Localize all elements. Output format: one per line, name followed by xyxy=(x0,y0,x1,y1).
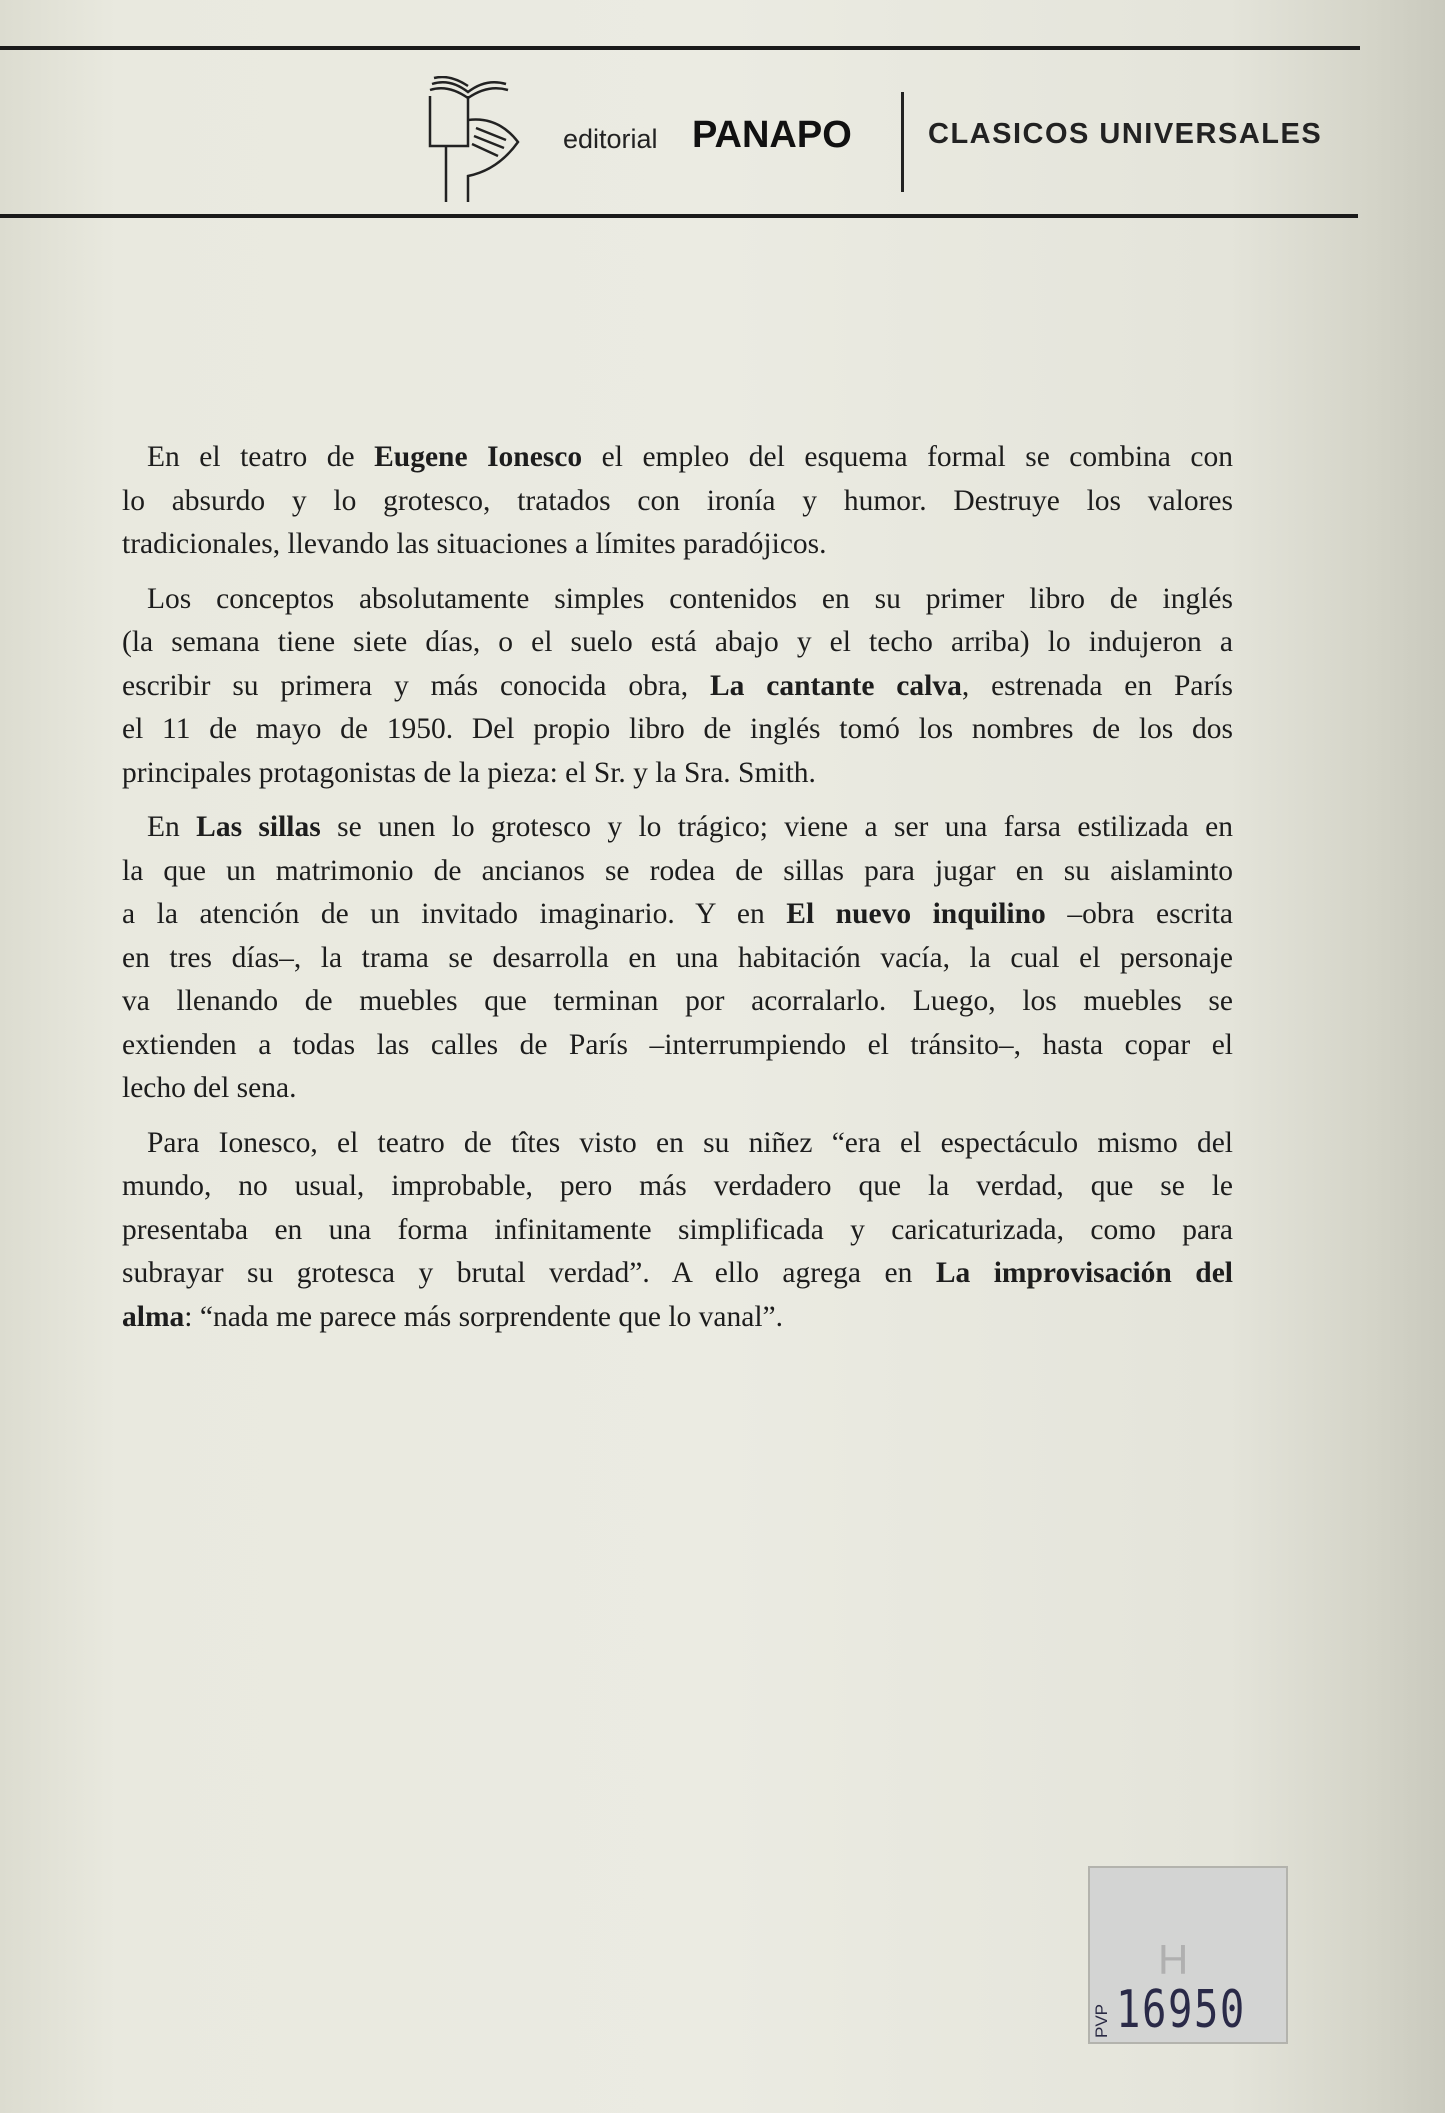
text-line xyxy=(122,1067,1233,1111)
text-segment: a la atención de un invitado imaginario. Y en xyxy=(122,898,787,930)
text-segment: se unen lo grotesco y lo trágico; viene a ser una farsa estilizada en xyxy=(320,811,1233,843)
text-segment: Para Ionesco, el teatro de tîtes visto en su niñez “era el espectáculo mismo del xyxy=(147,1126,1233,1159)
price-label: PVP xyxy=(1092,2003,1111,2038)
text-segment: el 11 de mayo de 1950. Del propio libro de inglés tomó los nombres de los dos xyxy=(122,713,1233,745)
text-segment: En xyxy=(147,811,197,843)
text-segment: principales protagonistas de la pieza: el Sr. y la Sra. Smith. xyxy=(122,756,816,789)
collection-name: CLASICOS UNIVERSALES xyxy=(928,118,1323,150)
text-segment: la que un matrimonio de ancianos se rodea de sillas para jugar en su aislaminto xyxy=(122,854,1233,887)
text-line xyxy=(122,893,1233,937)
text-line xyxy=(122,578,1233,622)
text-segment: subrayar su grotesca y brutal verdad”. A ello agrega en xyxy=(122,1257,936,1289)
publisher-prefix: editorial xyxy=(563,124,658,154)
text-line xyxy=(122,523,1233,567)
work-title: Las sillas xyxy=(196,811,321,843)
text-segment: extienden a todas las calles de París –interrumpiendo el tránsito–, hasta copar el xyxy=(122,1028,1233,1061)
text-segment: : “nada me parece más sorprendente que lo vanal”. xyxy=(184,1300,784,1333)
header-rule-top xyxy=(0,46,1360,50)
text-line xyxy=(122,1165,1233,1209)
paragraph xyxy=(122,578,1233,796)
work-title: Eugene Ionesco xyxy=(374,441,583,473)
text-line xyxy=(122,436,1233,480)
work-title: La cantante calva xyxy=(709,669,962,702)
text-line xyxy=(122,480,1233,524)
work-title: alma xyxy=(122,1300,185,1333)
text-line xyxy=(122,806,1233,850)
text-segment: lo absurdo y lo grotesco, tratados con ironía y humor. Destruye los valores xyxy=(122,484,1233,517)
text-segment: mundo, no usual, improbable, pero más verdadero que la verdad, que se le xyxy=(122,1170,1233,1202)
text-line xyxy=(122,621,1233,665)
text-segment: , estrenada en París xyxy=(961,669,1234,702)
text-line xyxy=(122,850,1233,894)
sticker-code: H xyxy=(1158,1936,1189,1983)
text-line xyxy=(122,1252,1233,1296)
text-line xyxy=(122,1296,1233,1340)
paragraph xyxy=(122,806,1233,1111)
work-title: La improvisación del xyxy=(935,1257,1233,1289)
text-segment: tradicionales, llevando las situaciones a límites paradójicos. xyxy=(122,528,827,560)
text-segment: escribir su primera y más conocida obra, xyxy=(122,669,710,702)
text-segment: el empleo del esquema formal se combina con xyxy=(582,441,1233,473)
text-line xyxy=(122,1122,1233,1166)
paragraph xyxy=(122,1122,1233,1340)
text-segment: (la semana tiene siete días, o el suelo está abajo y el techo arriba) lo indujeron a xyxy=(122,626,1233,658)
text-line xyxy=(122,1024,1233,1068)
price-value: 16950 xyxy=(1116,1980,1246,2040)
text-line xyxy=(122,1209,1233,1253)
text-segment: Los conceptos absolutamente simples contenidos en su primer libro de inglés xyxy=(147,582,1233,615)
text-line xyxy=(122,708,1233,752)
header-divider xyxy=(901,92,904,192)
text-segment: lecho del sena. xyxy=(122,1072,297,1104)
price-sticker xyxy=(1088,1866,1288,2044)
back-cover-blurb xyxy=(122,436,1233,1339)
text-line xyxy=(122,980,1233,1024)
book-hand-icon xyxy=(428,76,553,202)
text-line xyxy=(122,665,1233,709)
text-segment: en tres días–, la trama se desarrolla en una habitación vacía, la cual el personaje xyxy=(122,941,1233,974)
text-segment: va llenando de muebles que terminan por acorralarlo. Luego, los muebles se xyxy=(122,985,1233,1017)
text-line xyxy=(122,752,1233,796)
text-segment: presentaba en una forma infinitamente simplificada y caricaturizada, como para xyxy=(122,1213,1233,1246)
header-rule-bottom xyxy=(0,214,1358,218)
text-segment: –obra escrita xyxy=(1045,898,1233,930)
work-title: El nuevo inquilino xyxy=(786,898,1046,930)
text-line xyxy=(122,937,1233,981)
text-segment: En el teatro de xyxy=(147,441,375,473)
publisher-name: PANAPO xyxy=(692,114,852,156)
paragraph xyxy=(122,436,1233,567)
